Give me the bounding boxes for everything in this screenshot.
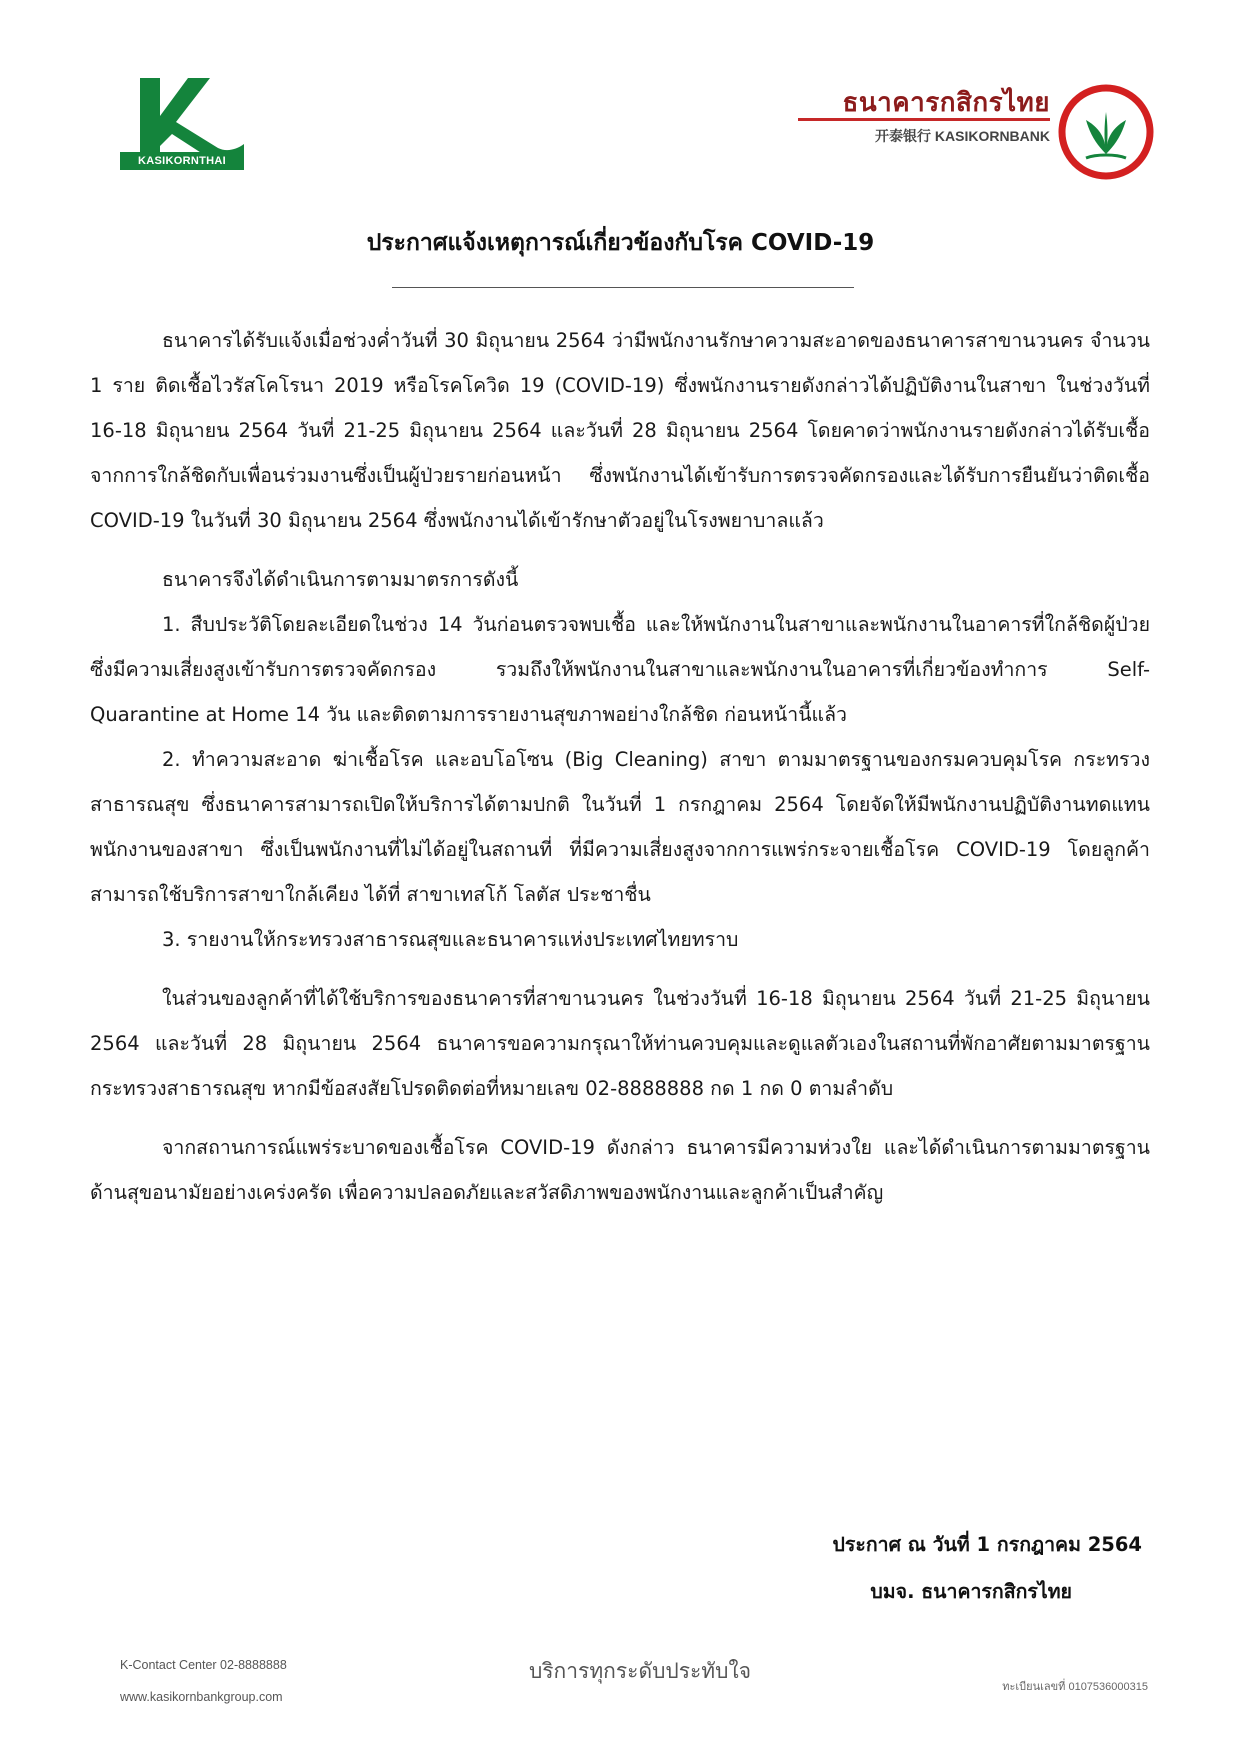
footer-contact bbox=[120, 1649, 380, 1713]
announcement-date: ประกาศ ณ วันที่ 1 กรกฎาคม 2564 bbox=[832, 1533, 1142, 1556]
bank-name-thai: ธนาคารกสิกรไทย bbox=[842, 88, 1050, 118]
footer-registration: ทะเบียนเลขที่ 0107536000315 bbox=[1002, 1681, 1148, 1693]
kasikornthai-logo-label: KASIKORNTHAI bbox=[120, 152, 244, 170]
kasikornbank-seal-icon bbox=[1058, 84, 1154, 180]
announcement-issuer: บมจ. ธนาคารกสิกรไทย bbox=[870, 1580, 1072, 1603]
paragraph-incident: ธนาคารได้รับแจ้งเมื่อช่วงค่ำวันที่ 30 มิถุนายน 2564 ว่ามีพนักงานรักษาความสะอาดของธนาคารสาขานวนคร จำนวน 1 ราย ติดเชื้อไวรัสโคโรนา 2019 หรือโรคโควิด 19 (COVID-19) ซึ่งพนักงานรายดังกล่าวได้ปฏิบัติงานในสาขา ในช่วงวันที่ 16-18 มิถุนายน 2564 วันที่ 21-25 มิถุนายน 2564 และวันที่ 28 มิถุนายน 2564 โดยคาดว่าพนักงานรายดังกล่าวได้รับเชื้อจากการใกล้ชิดกับเพื่อนร่วมงานซึ่งเป็นผู้ป่วยรายก่อนหน้า ซึ่งพนักงานได้เข้ารับการตรวจคัดกรองและได้รับการยืนยันว่าติดเชื้อ COVID-19 ในวันที่ 30 มิถุนายน 2564 ซึ่งพนักงานได้เข้ารักษาตัวอยู่ในโรงพยาบาลแล้ว bbox=[90, 329, 1150, 532]
measure-item-2: 2. ทำความสะอาด ฆ่าเชื้อโรค และอบโอโซน (Big Cleaning) สาขา ตามมาตรฐานของกรมควบคุมโรค กระทรวงสาธารณสุข ซึ่งธนาคารสามารถเปิดให้บริการได้ตามปกติ ในวันที่ 1 กรกฎาคม 2564 โดยจัดให้มีพนักงานปฏิบัติงานทดแทนพนักงานของสาขา ซึ่งเป็นพนักงานที่ไม่ได้อยู่ในสถานที่ ที่มีความเสี่ยงสูงจากการแพร่กระจายเชื้อโรค COVID-19 โดยลูกค้าสามารถใช้บริการสาขาใกล้เคียง ได้ที่ สาขาเทสโก้ โลตัส ประชาชื่น bbox=[90, 748, 1150, 906]
contact-center-text: K-Contact Center 02-8888888 bbox=[120, 1658, 287, 1672]
footer-slogan: บริการทุกระดับประทับใจ bbox=[528, 1659, 752, 1683]
paragraph-customers: ในส่วนของลูกค้าที่ได้ใช้บริการของธนาคารที่สาขานวนคร ในช่วงวันที่ 16-18 มิถุนายน 2564 วันที่ 21-25 มิถุนายน 2564 และวันที่ 28 มิถุนายน 2564 ธนาคารขอความกรุณาให้ท่านควบคุมและดูแลตัวเองในสถานที่พักอาศัยตามมาตรฐานกระทรวงสาธารณสุข หากมีข้อสงสัยโปรดติดต่อที่หมายเลข 02-8888888 กด 1 กด 0 ตามลำดับ bbox=[90, 987, 1150, 1100]
brand-divider bbox=[798, 118, 1050, 121]
measure-item-3: 3. รายงานให้กระทรวงสาธารณสุขและธนาคารแห่งประเทศไทยทราบ bbox=[162, 928, 739, 951]
bank-name-sub: 开泰银行 KASIKORNBANK bbox=[875, 128, 1050, 144]
announcement-body bbox=[90, 318, 1150, 1215]
announcement-title: ประกาศแจ้งเหตุการณ์เกี่ยวข้องกับโรค COVID-19 bbox=[366, 230, 875, 256]
paragraph-measures-intro: ธนาคารจึงได้ดำเนินการตามมาตรการดังนี้ bbox=[162, 568, 519, 591]
website-link[interactable]: www.kasikornbankgroup.com bbox=[120, 1690, 283, 1704]
kasikornbank-brand bbox=[790, 82, 1060, 152]
title-underline bbox=[392, 287, 854, 288]
measure-item-1: 1. สืบประวัติโดยละเอียดในช่วง 14 วันก่อนตรวจพบเชื้อ และให้พนักงานในสาขาและพนักงานในอาคารที่ใกล้ชิดผู้ป่วยซึ่งมีความเสี่ยงสูงเข้ารับการตรวจคัดกรอง รวมถึงให้พนักงานในสาขาและพนักงานในอาคารที่เกี่ยวข้องทำการ Self-Quarantine at Home 14 วัน และติดตามการรายงานสุขภาพอย่างใกล้ชิด ก่อนหน้านี้แล้ว bbox=[90, 613, 1150, 726]
paragraph-closing: จากสถานการณ์แพร่ระบาดของเชื้อโรค COVID-19 ดังกล่าว ธนาคารมีความห่วงใย และได้ดำเนินการตามมาตรฐานด้านสุขอนามัยอย่างเคร่งครัด เพื่อความปลอดภัยและสวัสดิภาพของพนักงานและลูกค้าเป็นสำคัญ bbox=[90, 1136, 1150, 1204]
